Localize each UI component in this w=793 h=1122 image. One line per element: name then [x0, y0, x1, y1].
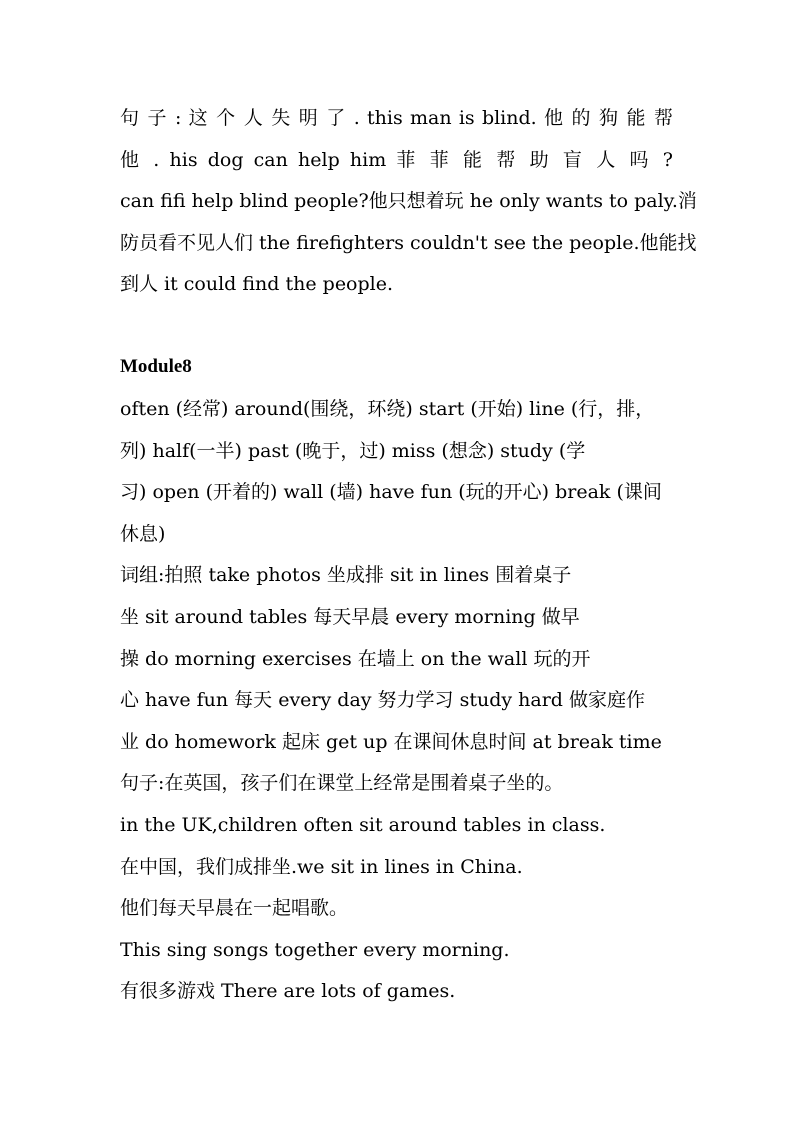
sentence-line-5: 到人 it could find the people. — [120, 273, 394, 295]
words-line-2: 列) half(一半) past (晚于，过) miss (想念) study (学 — [120, 440, 586, 462]
words-line-1: often (经常) around(围绕，环绕) start (开始) line (行，排， — [120, 398, 655, 420]
examples-line-1: 句子:在英国，孩子们在课堂上经常是围着桌子坐的。 — [120, 772, 564, 794]
sentence-line-3: can fifi help blind people?他只想着玩 he only wants to paly.消 — [120, 190, 697, 212]
phrases-line-5: 业 do homework 起床 get up 在课间休息时间 at break time — [120, 731, 662, 753]
module-heading: Module8 — [120, 356, 192, 377]
examples-line-6: 有很多游戏 There are lots of games. — [120, 980, 456, 1002]
phrases-line-3: 操 do morning exercises 在墙上 on the wall 玩的开 — [120, 648, 591, 670]
words-line-3: 习) open (开着的) wall (墙) have fun (玩的开心) break (课间 — [120, 481, 662, 503]
examples-line-4: 他们每天早晨在一起唱歌。 — [120, 897, 349, 919]
phrases-line-4: 心 have fun 每天 every day 努力学习 study hard 做家庭作 — [120, 689, 645, 711]
examples-line-3: 在中国，我们成排坐.we sit in lines in China. — [120, 856, 523, 878]
words-line-4: 休息) — [120, 523, 166, 545]
sentence-line-2: 他 . his dog can help him 菲 菲 能 帮 助 盲 人 吗 ? — [120, 149, 673, 171]
examples-line-5: This sing songs together every morning. — [120, 939, 510, 961]
phrases-line-2: 坐 sit around tables 每天早晨 every morning 做早 — [120, 606, 580, 628]
examples-line-2: in the UK,children often sit around tables in class. — [120, 814, 606, 836]
sentence-line-1: 句 子 : 这 个 人 失 明 了 . this man is blind. 他 的 狗 能 帮 — [120, 107, 673, 129]
sentence-line-4: 防员看不见人们 the firefighters couldn't see the people.他能找 — [120, 232, 697, 254]
phrases-line-1: 词组:拍照 take photos 坐成排 sit in lines 围着桌子 — [120, 564, 572, 586]
